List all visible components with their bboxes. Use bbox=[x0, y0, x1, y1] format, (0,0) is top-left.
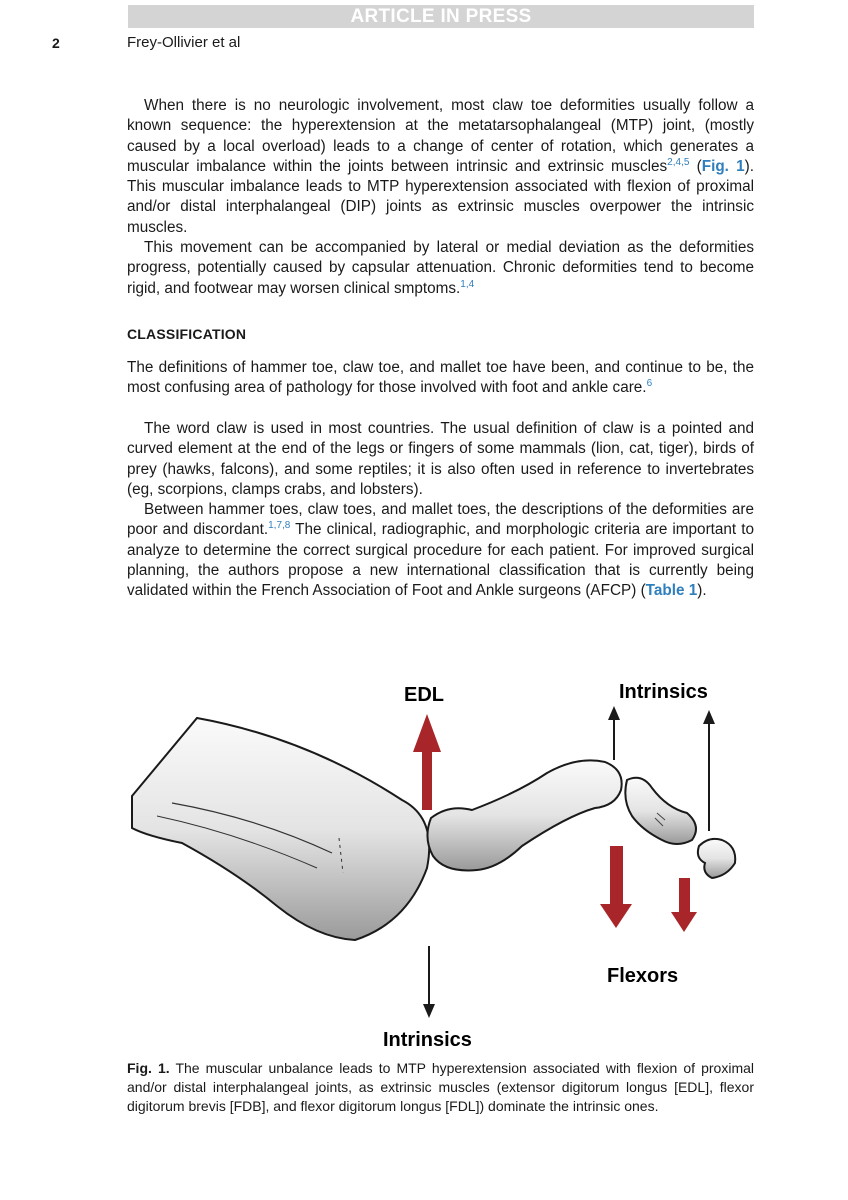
citation-link[interactable]: 2,4,5 bbox=[667, 156, 690, 168]
paragraph-text: The word claw is used in most countries. The usual definition of claw is a pointed and curved element at the end of the legs or fingers of some mammals (lion, cat, tiger), birds of prey (hawks, falcons), and some reptiles; it is also often used in reference to invertebrates (eg, scorpions, clamps crabs, and lobsters). bbox=[127, 420, 754, 498]
paragraph-text: Between hammer toes, claw toes, and mallet toes, the descriptions of the deformities are poor and discordant. bbox=[127, 501, 754, 539]
figure-link[interactable]: Fig. 1 bbox=[701, 157, 745, 175]
label-flexors: Flexors bbox=[607, 965, 679, 987]
paragraph-3 bbox=[127, 358, 754, 399]
paragraph-text: The clinical, radiographic, and morphologic criteria are important to analyze to determine the correct surgical procedure for each patient. For improved surgical planning, the authors propose a new international classification that is currently being validated within the French Association of Foot and Ankle surgeons (AFCP) ( bbox=[127, 521, 754, 600]
caption-label: Fig. 1. bbox=[127, 1060, 170, 1076]
paragraph-2 bbox=[127, 238, 754, 299]
running-head: Frey-Ollivier et al bbox=[127, 34, 241, 51]
figure-caption bbox=[127, 1059, 754, 1116]
paragraph-text: ). This muscular imbalance leads to MTP hyperextension associated with flexion of proximal and/or distal interphalangeal (DIP) joints as extrinsic muscles overpower the intrinsic muscles. bbox=[127, 157, 754, 236]
intrinsics-bottom-arrow bbox=[423, 946, 435, 1018]
middle-phalanx-bone bbox=[625, 778, 696, 844]
table-link[interactable]: Table 1 bbox=[645, 582, 698, 600]
citation-link[interactable]: 1,7,8 bbox=[268, 520, 291, 532]
article-in-press-banner: ARTICLE IN PRESS bbox=[128, 5, 754, 28]
label-edl: EDL bbox=[404, 684, 444, 706]
citation-link[interactable]: 6 bbox=[646, 378, 653, 390]
page-number: 2 bbox=[52, 35, 60, 51]
paragraph-4 bbox=[127, 419, 754, 500]
edl-arrow bbox=[413, 714, 441, 810]
distal-phalanx-bone bbox=[698, 839, 735, 878]
label-intrinsics-top: Intrinsics bbox=[619, 681, 708, 703]
label-intrinsics-bottom: Intrinsics bbox=[383, 1029, 472, 1051]
metatarsal-bone bbox=[132, 718, 429, 940]
citation-link[interactable]: 1,4 bbox=[460, 278, 475, 290]
paragraph-text: ( bbox=[689, 157, 702, 175]
paragraph-5 bbox=[127, 500, 754, 601]
section-heading: CLASSIFICATION bbox=[127, 326, 247, 342]
paragraph-text: The definitions of hammer toe, claw toe, and mallet toe have been, and continue to be, the most confusing area of pathology for those involved with foot and ankle care. bbox=[127, 359, 754, 397]
figure-1-toe-diagram bbox=[127, 668, 754, 1058]
paragraph-text: When there is no neurologic involvement, most claw toe deformities usually follow a known sequence: the hyperextension at the metatarsophalangeal (MTP) joint, (mostly caused by a local overload) leads to a change of center of rotation, which generates a muscular imbalance within the joints between intrinsic and extrinsic muscles bbox=[127, 97, 754, 175]
paragraph-1 bbox=[127, 96, 754, 238]
flexor-arrows bbox=[600, 846, 697, 932]
paragraph-text: ). bbox=[697, 582, 707, 600]
proximal-phalanx-bone bbox=[427, 760, 621, 870]
caption-text: The muscular unbalance leads to MTP hyperextension associated with flexion of proximal and/or distal interphalangeal joints, as extrinsic muscles (extensor digitorum longus [EDL], flexor digitorum brevis [FDB], and flexor digitorum longus [FDL]) dominate the intrinsic ones. bbox=[127, 1060, 754, 1114]
paragraph-text: This movement can be accompanied by lateral or medial deviation as the deformities progress, potentially caused by capsular attenuation. Chronic deformities tend to become rigid, and footwear may worsen clinical smptoms. bbox=[127, 239, 754, 297]
